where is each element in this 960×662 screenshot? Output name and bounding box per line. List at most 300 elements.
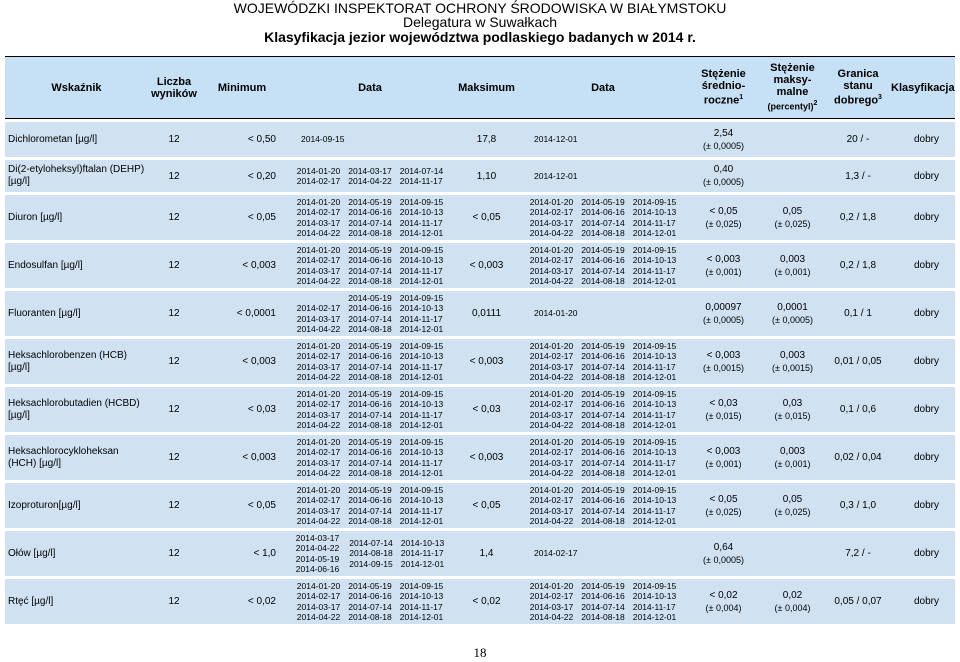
date-list [287, 485, 453, 527]
date-value: 2014-05-19 [581, 388, 625, 399]
delegation-title: Delegatura w Suwałkach [402, 14, 558, 30]
minimum-value: < 0,50 [200, 122, 284, 157]
date-value: 2014-11-17 [632, 217, 676, 228]
date-value: 2014-07-14 [348, 601, 392, 612]
annual-average [689, 483, 758, 528]
average-uncertainty: (± 0,0005) [703, 177, 744, 187]
date-list [520, 581, 686, 623]
date-value: 2014-02-17 [529, 399, 574, 410]
date-value: 2014-03-17 [529, 457, 574, 468]
annual-average [689, 122, 758, 157]
maximum-percentile [758, 243, 827, 288]
minimum-dates [284, 387, 456, 432]
percentile-uncertainty: (± 0,025) [774, 506, 811, 517]
date-value: 2014-12-01 [399, 227, 444, 238]
maximum-percentile [758, 483, 827, 528]
date-value: 2014-02-17 [529, 591, 574, 602]
date-value: 2014-10-13 [632, 447, 677, 458]
date-value: 2014-09-15 [301, 134, 345, 144]
date-value: 2014-11-17 [399, 313, 443, 324]
minimum-dates [284, 122, 456, 157]
date-value: 2014-08-18 [348, 275, 392, 286]
date-value: 2014-01-20 [529, 388, 574, 399]
minimum-value: < 0,003 [200, 243, 284, 288]
classification: dobry [889, 291, 955, 336]
date-value: 2014-09-15 [632, 244, 677, 255]
percentile-uncertainty: (± 0,0005) [772, 314, 813, 325]
date-value: 2014-09-15 [632, 484, 677, 495]
maximum-dates [517, 531, 689, 576]
date-value: 2014-12-01 [534, 170, 578, 181]
result-count: 12 [148, 387, 200, 432]
annual-average [689, 387, 758, 432]
good-status-limit: 0,1 / 0,6 [827, 387, 889, 432]
maximum-percentile [758, 195, 827, 240]
date-value: 2014-03-17 [529, 361, 574, 372]
date-value: 2014-03-17 [296, 313, 341, 324]
report-title: Klasyfikacja jezior województwa podlaskiego badanych w 2014 r. [264, 29, 696, 45]
date-value: 2014-04-22 [529, 611, 574, 622]
minimum-value: < 0,02 [200, 579, 284, 624]
date-value: 2014-12-01 [399, 419, 444, 430]
date-value: 2014-05-19 [581, 340, 625, 351]
header-data-min: Data [284, 57, 456, 119]
date-value: 2014-04-22 [296, 227, 341, 238]
date-value: 2014-12-01 [400, 558, 445, 569]
date-value: 2014-09-15 [399, 196, 444, 207]
percentile-uncertainty: (± 0,025) [774, 218, 811, 229]
date-value: 2014-10-13 [399, 495, 444, 506]
percentile-value: 0,003 [779, 253, 806, 265]
date-value: 2014-04-22 [529, 371, 574, 382]
date-value: 2014-12-01 [632, 227, 677, 238]
date-value: 2014-04-22 [296, 467, 341, 478]
average-value: < 0,02 [709, 589, 738, 601]
date-value: 2014-03-17 [296, 457, 341, 468]
institution-title: WOJEWÓDZKI INSPEKTORAT OCHRONY ŚRODOWISKA W BIAŁYMSTOKU [233, 0, 727, 16]
date-value: 2014-01-20 [296, 165, 341, 176]
date-value: 2014-03-17 [529, 265, 574, 276]
date-value: 2014-12-01 [399, 371, 444, 382]
date-value: 2014-04-22 [529, 515, 574, 526]
date-value: 2014-07-14 [348, 217, 392, 228]
result-count: 12 [148, 243, 200, 288]
annual-average [689, 243, 758, 288]
date-value: 2014-05-19 [348, 244, 392, 255]
date-value: 2014-06-16 [581, 495, 625, 506]
average-value: < 0,003 [706, 445, 741, 457]
minimum-value: < 0,03 [200, 387, 284, 432]
date-value: 2014-09-15 [632, 388, 677, 399]
percentile-uncertainty: (± 0,001) [774, 266, 811, 277]
date-value: 2014-08-18 [581, 515, 625, 526]
date-value: 2014-05-19 [581, 244, 625, 255]
date-value: 2014-07-14 [348, 313, 392, 324]
date-list [287, 197, 453, 239]
date-value: 2014-07-14 [348, 457, 392, 468]
good-status-limit: 0,05 / 0,07 [827, 579, 889, 624]
result-count: 12 [148, 483, 200, 528]
date-value: 2014-10-13 [399, 399, 444, 410]
date-value: 2014-10-13 [400, 537, 445, 548]
indicator-name: Heksachlorobutadien (HCBD) [µg/l] [5, 387, 148, 432]
date-value: 2014-03-17 [295, 532, 340, 543]
percentile-value: 0,03 [782, 397, 803, 409]
date-value: 2014-01-20 [296, 484, 341, 495]
date-value: 2014-10-13 [632, 495, 677, 506]
date-value: 2014-06-16 [348, 495, 392, 506]
date-value: 2014-12-01 [399, 611, 444, 622]
annual-average [689, 195, 758, 240]
date-value: 2014-09-15 [349, 558, 393, 569]
classification: dobry [889, 435, 955, 480]
date-value: 2014-10-13 [399, 351, 444, 362]
date-value: 2014-06-16 [348, 447, 392, 458]
header-maksimum: Maksimum [456, 57, 517, 119]
table-row [5, 291, 955, 336]
average-uncertainty: (± 0,025) [705, 218, 742, 229]
date-value: 2014-12-01 [399, 515, 444, 526]
date-value: 2014-05-19 [348, 580, 392, 591]
minimum-value: < 0,003 [200, 435, 284, 480]
date-value: 2014-11-17 [632, 409, 676, 420]
date-value: 2014-12-01 [632, 275, 677, 286]
date-value: 2014-01-20 [296, 196, 341, 207]
date-value: 2014-05-19 [295, 553, 340, 564]
date-value: 2014-09-15 [399, 436, 444, 447]
date-list [287, 245, 453, 287]
date-value: 2014-04-22 [296, 275, 341, 286]
date-value: 2014-07-14 [581, 361, 625, 372]
percentile-value: 0,003 [779, 349, 806, 361]
maximum-dates [517, 195, 689, 240]
date-value: 2014-06-16 [348, 399, 392, 410]
table-row [5, 195, 955, 240]
date-value: 2014-06-16 [348, 591, 392, 602]
date-value: 2014-03-17 [296, 601, 341, 612]
date-value: 2014-10-13 [632, 207, 677, 218]
date-value: 2014-08-18 [581, 275, 625, 286]
date-value: 2014-04-22 [296, 419, 341, 430]
date-value: 2014-07-14 [581, 409, 625, 420]
minimum-value: < 0,05 [200, 195, 284, 240]
date-value: 2014-07-14 [581, 457, 625, 468]
date-value: 2014-08-18 [581, 611, 625, 622]
date-value: 2014-02-17 [529, 495, 574, 506]
classification: dobry [889, 483, 955, 528]
annual-average [689, 579, 758, 624]
date-value: 2014-09-15 [632, 340, 677, 351]
header-granica-stanu-dobrego: Granica stanu dobrego$^3$ [827, 57, 889, 119]
header-minimum: Minimum [200, 57, 284, 119]
maximum-value: < 0,05 [456, 483, 517, 528]
maximum-value: < 0,003 [456, 243, 517, 288]
date-value: 2014-05-19 [348, 196, 392, 207]
date-list [287, 341, 453, 383]
header-klasyfikacja: Klasyfikacja [889, 57, 955, 119]
date-block [287, 533, 453, 575]
date-value: 2014-11-17 [399, 361, 443, 372]
maximum-dates [517, 291, 689, 336]
date-value: 2014-01-20 [529, 484, 574, 495]
classification: dobry [889, 160, 955, 192]
result-count: 12 [148, 579, 200, 624]
date-value: 2014-06-16 [348, 351, 392, 362]
result-count: 12 [148, 531, 200, 576]
date-value: 2014-05-19 [348, 388, 392, 399]
date-value: 2014-12-01 [399, 467, 444, 478]
date-value: 2014-05-19 [581, 436, 625, 447]
percentile-uncertainty: (± 0,015) [774, 410, 811, 421]
date-value: 2014-01-20 [529, 244, 574, 255]
indicator-name: Rtęć [µg/l] [5, 579, 148, 624]
date-value: 2014-10-13 [399, 303, 444, 314]
indicator-name: Dichlorometan [µg/l] [5, 122, 148, 157]
indicator-name: Diuron [µg/l] [5, 195, 148, 240]
date-value: 2014-08-18 [348, 611, 392, 622]
date-value: 2014-08-18 [581, 227, 625, 238]
percentile-value: 0,0001 [777, 301, 808, 313]
date-value [297, 293, 340, 303]
table-row [5, 579, 955, 624]
minimum-dates [284, 339, 456, 384]
date-value: 2014-01-20 [296, 244, 341, 255]
maximum-value: < 0,05 [456, 195, 517, 240]
date-value: 2014-09-15 [632, 436, 677, 447]
document-header [0, 0, 960, 45]
date-list [520, 245, 686, 287]
date-value: 2014-08-18 [349, 548, 393, 559]
indicator-name: Fluoranten [µg/l] [5, 291, 148, 336]
percentile-uncertainty: (± 0,0015) [772, 362, 813, 373]
date-list [296, 533, 339, 575]
date-value: 2014-12-01 [399, 323, 444, 334]
table-body [5, 119, 955, 625]
good-status-limit: 0,2 / 1,8 [827, 243, 889, 288]
date-value: 2014-07-14 [581, 601, 625, 612]
date-value: 2014-02-17 [296, 447, 341, 458]
classification-table [5, 56, 955, 624]
annual-average [689, 435, 758, 480]
maximum-dates [517, 387, 689, 432]
date-value: 2014-07-14 [348, 265, 392, 276]
percentile-value: 0,05 [782, 493, 803, 505]
date-value: 2014-09-15 [399, 484, 444, 495]
date-value: 2014-05-19 [348, 292, 392, 303]
date-value: 2014-11-17 [399, 409, 443, 420]
minimum-dates [284, 195, 456, 240]
table-row [5, 531, 955, 576]
date-value: 2014-09-15 [399, 580, 444, 591]
average-value: 2,54 [713, 127, 734, 139]
maximum-dates [517, 579, 689, 624]
table-row [5, 387, 955, 432]
date-value: 2014-07-14 [348, 505, 392, 516]
maximum-dates [517, 122, 689, 157]
date-value: 2014-02-17 [529, 255, 574, 266]
date-value: 2014-06-16 [581, 399, 625, 410]
average-value: < 0,003 [706, 349, 741, 361]
average-value: < 0,05 [709, 205, 738, 217]
date-value: 2014-08-18 [348, 227, 392, 238]
header-data-max: Data [517, 57, 689, 119]
date-value: 2014-04-22 [296, 323, 341, 334]
percentile-uncertainty: (± 0,004) [774, 602, 811, 613]
date-value: 2014-11-17 [632, 265, 676, 276]
good-status-limit: 0,1 / 1 [827, 291, 889, 336]
date-value: 2014-06-16 [581, 447, 625, 458]
date-value: 2014-12-01 [632, 467, 677, 478]
date-value: 2014-08-18 [348, 515, 392, 526]
date-value: 2014-11-17 [399, 601, 443, 612]
date-value: 2014-06-16 [348, 255, 392, 266]
date-value: 2014-08-18 [348, 419, 392, 430]
maximum-value: < 0,003 [456, 435, 517, 480]
header-stezenie-srednioroczne: Stężenie średnio- roczne$^1$ [689, 57, 758, 119]
date-value: 2014-03-17 [296, 217, 341, 228]
date-value: 2014-10-13 [399, 255, 444, 266]
date-value: 2014-11-17 [399, 457, 443, 468]
date-value: 2014-01-20 [529, 436, 574, 447]
date-value: 2014-07-14 [348, 409, 392, 420]
date-list [520, 341, 686, 383]
date-value: 2014-11-17 [632, 601, 676, 612]
average-uncertainty: (± 0,0015) [703, 362, 744, 373]
date-value: 2014-05-19 [581, 196, 625, 207]
indicator-name: Di(2-etyloheksyl)ftalan (DEHP) [µg/l] [5, 160, 148, 192]
date-value: 2014-11-17 [632, 457, 676, 468]
date-value: 2014-04-22 [529, 467, 574, 478]
maximum-value: 1,10 [456, 160, 517, 192]
date-value: 2014-08-18 [348, 371, 392, 382]
date-value: 2014-06-16 [581, 255, 625, 266]
maximum-value: < 0,003 [456, 339, 517, 384]
date-value: 2014-01-20 [529, 580, 574, 591]
date-value: 2014-06-16 [348, 207, 392, 218]
date-value: 2014-04-22 [529, 419, 574, 430]
table-header-row [5, 57, 955, 119]
date-value: 2014-04-22 [295, 543, 340, 554]
date-value: 2014-02-17 [296, 176, 341, 186]
table-row [5, 160, 955, 192]
date-list [287, 389, 453, 431]
date-list [520, 197, 686, 239]
date-value: 2014-02-17 [529, 447, 574, 458]
classification: dobry [889, 387, 955, 432]
date-value: 2014-02-17 [534, 548, 578, 558]
table-row [5, 122, 955, 157]
date-list [520, 389, 686, 431]
good-status-limit: 7,2 / - [827, 531, 889, 576]
date-value: 2014-02-17 [296, 351, 341, 362]
maximum-percentile [758, 579, 827, 624]
maximum-percentile [758, 122, 827, 157]
table-row [5, 243, 955, 288]
date-value: 2014-10-13 [632, 399, 677, 410]
date-value: 2014-08-18 [348, 323, 392, 334]
date-value: 2014-06-16 [581, 591, 625, 602]
minimum-dates [284, 291, 456, 336]
header-stezenie-maksymalne: Stężenie maksy- malne (percentyl)$^2$ [758, 57, 827, 119]
maximum-percentile [758, 435, 827, 480]
percentile-uncertainty: (± 0,001) [774, 458, 811, 469]
minimum-dates [284, 243, 456, 288]
maximum-value: 1,4 [456, 531, 517, 576]
date-value: 2014-05-19 [348, 436, 392, 447]
percentile-value: 0,02 [782, 589, 803, 601]
date-value: 2014-09-15 [399, 340, 444, 351]
date-value: 2014-09-15 [399, 244, 444, 255]
result-count: 12 [148, 160, 200, 192]
date-value: 2014-06-16 [581, 351, 625, 362]
date-value: 2014-05-19 [581, 580, 625, 591]
date-value: 2014-03-17 [348, 165, 392, 176]
table-row [5, 483, 955, 528]
maximum-dates [517, 339, 689, 384]
maximum-dates [517, 483, 689, 528]
date-value: 2014-11-17 [399, 217, 443, 228]
classification: dobry [889, 243, 955, 288]
date-value: 2014-04-22 [296, 611, 341, 622]
date-value: 2014-09-15 [632, 196, 677, 207]
date-value: 2014-05-19 [348, 340, 392, 351]
header-wskaznik: Wskaźnik [5, 57, 148, 119]
result-count: 12 [148, 195, 200, 240]
maximum-value: 17,8 [456, 122, 517, 157]
maximum-dates [517, 435, 689, 480]
average-value: < 0,003 [706, 253, 741, 265]
date-value: 2014-11-17 [399, 505, 443, 516]
average-uncertainty: (± 0,015) [705, 410, 742, 421]
date-value: 2014-08-18 [581, 467, 625, 478]
date-value: 2014-04-22 [348, 176, 392, 186]
date-value: 2014-12-01 [632, 515, 677, 526]
indicator-name: Heksachlorobenzen (HCB) [µg/l] [5, 339, 148, 384]
indicator-name: Endosulfan [µg/l] [5, 243, 148, 288]
date-value: 2014-10-13 [399, 207, 444, 218]
date-value: 2014-06-16 [581, 207, 625, 218]
result-count: 12 [148, 291, 200, 336]
date-value: 2014-12-01 [632, 611, 677, 622]
indicator-name: Izoproturon[µg/l] [5, 483, 148, 528]
date-value: 2014-02-17 [529, 207, 574, 218]
date-value: 2014-10-13 [632, 591, 677, 602]
date-value: 2014-07-14 [349, 537, 393, 548]
annual-average [689, 339, 758, 384]
date-value: 2014-08-18 [581, 419, 625, 430]
date-value: 2014-04-22 [296, 515, 341, 526]
date-value: 2014-09-15 [632, 580, 677, 591]
date-value: 2014-03-17 [529, 217, 574, 228]
minimum-dates [284, 579, 456, 624]
date-value: 2014-12-01 [534, 134, 578, 144]
date-value: 2014-11-17 [400, 548, 444, 559]
maximum-value: 0,0111 [456, 291, 517, 336]
classification: dobry [889, 195, 955, 240]
minimum-value: < 1,0 [200, 531, 284, 576]
date-list [349, 533, 444, 575]
good-status-limit: 0,3 / 1,0 [827, 483, 889, 528]
average-uncertainty: (± 0,0005) [703, 314, 744, 325]
date-value: 2014-11-17 [632, 361, 676, 372]
maximum-percentile [758, 387, 827, 432]
date-value: 2014-05-19 [581, 484, 625, 495]
date-value: 2014-02-17 [296, 399, 341, 410]
result-count: 12 [148, 435, 200, 480]
date-value: 2014-03-17 [296, 505, 341, 516]
date-value: 2014-09-15 [399, 388, 444, 399]
date-value: 2014-05-19 [348, 484, 392, 495]
